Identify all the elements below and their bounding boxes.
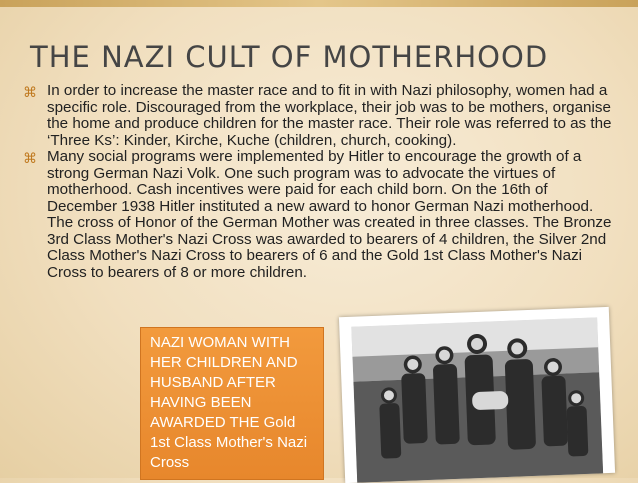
- bullet-text: Many social programs were implemented by Hitler to encourage the growth of a strong German Nazi Volk. One such program was to advocate the virtues of motherhood. Cash incentives were paid for each child born. On the 16th of December 1938 Hitler instituted a new award to honor German Nazi motherhood. The cross of Honor of the German Mother was created in three classes. The Bronze 3rd Class Mother's Nazi Cross was awarded to bearers of 4 children, the Silver 2nd Class Mother's Nazi Cross to bearers of 6 and the Gold 1st Class Mother's Nazi Cross to bearers of 8 or more children.: [47, 148, 612, 281]
- caption-text: NAZI WOMAN WITH HER CHILDREN AND HUSBAND AFTER HAVING BEEN AWARDED THE Gold 1st Class Mother's Nazi Cross: [150, 334, 308, 471]
- caption-box: [140, 327, 324, 480]
- bullet-list: [22, 83, 620, 281]
- top-accent-bar: [0, 0, 638, 7]
- slide-title: THE NAZI CULT OF MOTHERHOOD: [30, 40, 549, 74]
- bullet-item: [22, 149, 620, 281]
- photo-frame: [339, 307, 615, 483]
- bullet-text: In order to increase the master race and to fit in with Nazi philosophy, women had a specific role. Discouraged from the workplace, their job was to be mothers, organise the home and produce children for the master race. Their role was referred to as the ‘Three Ks’: Kinder, Kirche, Kuche (children, church, cooking).: [47, 82, 612, 149]
- family-photo-illustration: [351, 317, 603, 482]
- bullet-item: [22, 83, 620, 149]
- bullet-icon: ⌘: [23, 84, 37, 100]
- bullet-icon: ⌘: [23, 150, 37, 166]
- family-photo: [351, 317, 603, 482]
